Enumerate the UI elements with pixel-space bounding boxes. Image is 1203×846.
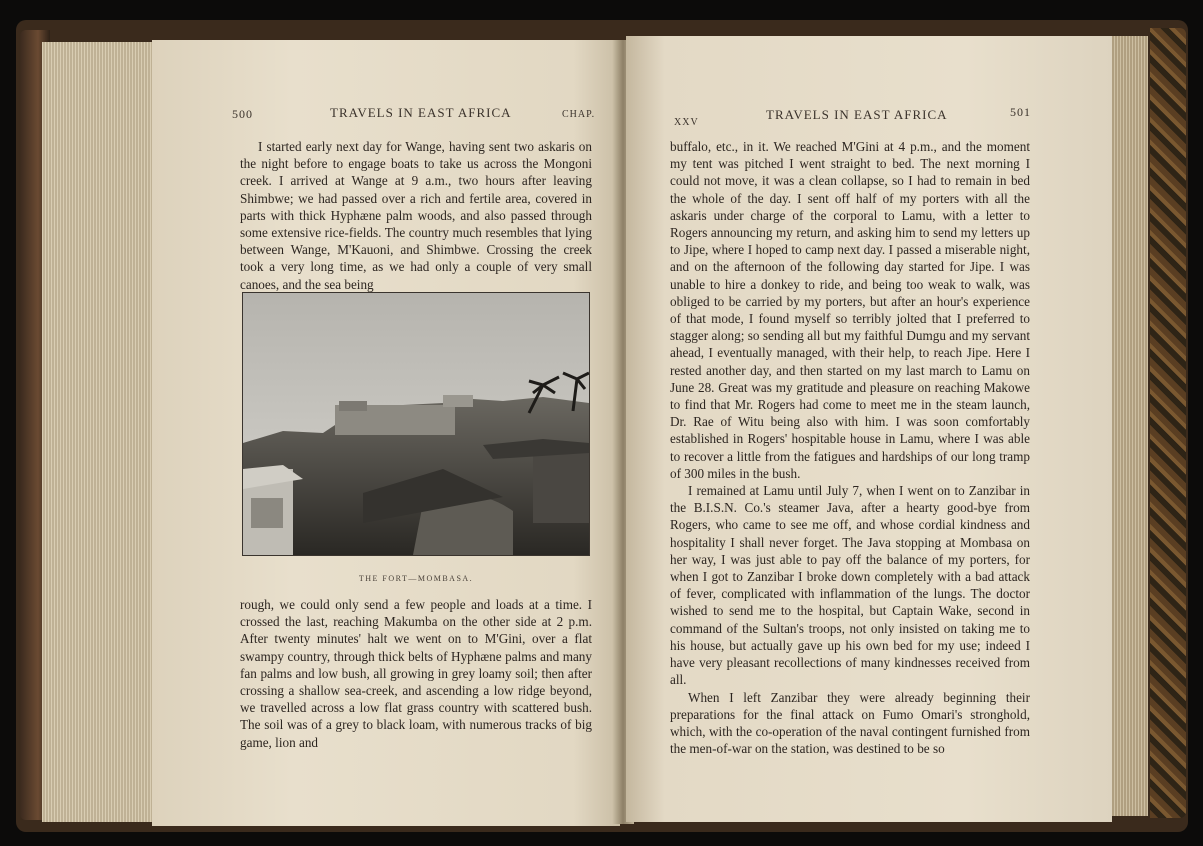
figure-caption: THE FORT—MOMBASA. — [358, 574, 474, 583]
left-paragraph-top: I started early next day for Wange, having sent two askaris on the night before to engage boats to take us across the Mongoni creek. I arrived at Wange at 9 a.m., two hours after leaving Shimbwe; we had passed over a rich and fertile area, covered in parts with thick Hyphæne palm woods, and also passed through some extensive rice-fields. The country much resembles that lying between Wange, M'Kauoni, and Shimbwe. Crossing the creek took a very long time, as we had only a couple of very small canoes, and the sea being — [240, 139, 592, 292]
right-text — [670, 138, 1030, 757]
photo-fort-mombasa — [242, 292, 590, 556]
left-running-title: TRAVELS IN EAST AFRICA — [330, 105, 512, 120]
left-text-top — [240, 138, 592, 293]
page-edges-left — [42, 42, 154, 822]
page-edges-right — [1108, 36, 1148, 816]
book-marbled-cover-right — [1150, 28, 1186, 818]
right-page — [626, 36, 1112, 822]
left-page-number: 500 — [232, 107, 253, 121]
left-text-bottom — [240, 596, 592, 751]
left-paragraph-bottom: rough, we could only send a few people and loads at a time. I crossed the last, reaching Makumba on the other side at 2 p.m. After twenty minutes' halt we went on to M'Gini, over a flat swampy country, through thick belts of Hyphæne palms and many fan palms and low bush, all growing in grey loamy soil; then after crossing a shallow sea-creek, and ascending a low ridge beyond, we travelled across a low flat grass country with scattered bush. The soil was of a grey to black loam, with numerous tracks of big game, lion and — [240, 597, 592, 750]
right-chapter-mark: XXV — [674, 117, 699, 128]
fort-photo-illustration — [243, 293, 589, 555]
right-page-number: 501 — [1010, 105, 1031, 119]
left-page — [152, 40, 620, 826]
right-running-title: TRAVELS IN EAST AFRICA — [766, 107, 948, 122]
right-paragraph-1: buffalo, etc., in it. We reached M'Gini at 4 p.m., and the moment my tent was pitched I went straight to bed. The next morning I could not move, it was a clean collapse, so I had to remain in bed the whole of the day. I sent off half of my porters with all the askaris under charge of the corporal to Lamu, with a letter to Rogers announcing my return, and asking him to send my letters up to Jipe, where I hoped to camp next day. I passed a miserable night, and on the afternoon of the following day started for Jipe. I was unable to hire a donkey to ride, and being too weak to walk, was obliged to be carried by my porters, but after an hour's experience of that mode, I found myself so terribly jolted that I preferred to stagger along; so sending all but my faithful Dumgu and my servant ahead, I eventually managed, with their help, to reach Jipe. Here I rested another day, and then started on my last march to Lamu on June 28. Great was my gratitude and pleasure on reaching Makowe to find that Mr. Rogers had come to meet me in the steam launch, Dr. Rae of Witu being also with him. I was soon comfortably established in Rogers' hospitable house in Lamu, where I was able to recover a little from the fatigues and hardships of our long tramp of 300 miles in the bush. — [670, 139, 1030, 481]
right-paragraph-3: When I left Zanzibar they were already beginning their preparations for the final attack on Fumo Omari's stronghold, which, with the co-operation of the naval contingent furnished from the men-of-war on the station, was destined to be so — [670, 689, 1030, 757]
left-chapter-mark: CHAP. — [562, 109, 596, 120]
right-paragraph-2: I remained at Lamu until July 7, when I went on to Zanzibar in the B.I.S.N. Co.'s steamer Java, after a hearty good-bye from Rogers, who came to see me off, and whose cordial kindness and hospitality I shall never forget. The Java stopping at Mombasa on her way, I was just able to pay off the balance of my porters, for when I got to Zanzibar I broke down completely with a bad attack of fever, complicated with inflammation of the lungs. The doctor wished to send me to the hospital, but Captain Wake, second in command of the Sultan's troops, not only insisted on taking me to his house, but actually gave up his own bed for my use; indeed I have very pleasant recollections of many kindnesses received from all. — [670, 483, 1030, 688]
